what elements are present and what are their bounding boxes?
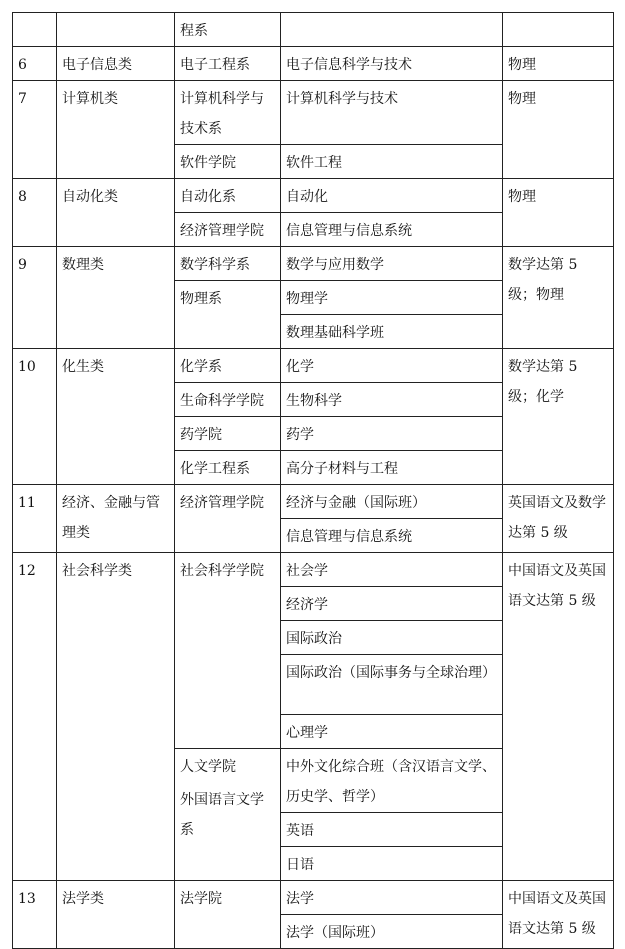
major-cell: 法学（国际班）: [281, 915, 503, 949]
number-cell: 12: [13, 553, 57, 881]
table-row: [13, 349, 614, 383]
category-cell: 社会科学类: [57, 553, 175, 881]
table-row: [13, 47, 614, 81]
department-cell: 自动化系: [175, 179, 281, 213]
table-row: [13, 13, 614, 47]
major-cell: 计算机科学与技术: [281, 81, 503, 145]
major-cell: [281, 13, 503, 47]
department-cell: 经济管理学院: [175, 485, 281, 553]
category-cell: 数理类: [57, 247, 175, 349]
department-cell: 人文学院: [175, 749, 281, 783]
table-row: [13, 81, 614, 145]
major-cell: 心理学: [281, 715, 503, 749]
major-cell: 数理基础科学班: [281, 315, 503, 349]
department-cell: 软件学院: [175, 145, 281, 179]
department-cell: 物理系: [175, 281, 281, 349]
major-cell: 日语: [281, 847, 503, 881]
department-cell: 经济管理学院: [175, 213, 281, 247]
major-cell: 软件工程: [281, 145, 503, 179]
department-cell: 化学工程系: [175, 451, 281, 485]
table-row: [13, 553, 614, 587]
number-cell: 9: [13, 247, 57, 349]
category-cell: 化生类: [57, 349, 175, 485]
department-cell: 化学系: [175, 349, 281, 383]
major-cell: 经济与金融（国际班）: [281, 485, 503, 519]
category-cell: 经济、金融与管理类: [57, 485, 175, 553]
major-cell: 化学: [281, 349, 503, 383]
major-cell: 生物科学: [281, 383, 503, 417]
requirement-cell: 数学达第 5 级；物理: [503, 247, 614, 349]
department-cell: 外国语言文学系: [175, 782, 281, 881]
requirement-cell: 中国语文及英国语文达第 5 级: [503, 881, 614, 949]
major-cell: 数学与应用数学: [281, 247, 503, 281]
number-cell: [13, 13, 57, 47]
major-cell: 信息管理与信息系统: [281, 213, 503, 247]
table-row: [13, 247, 614, 281]
requirement-cell: 物理: [503, 47, 614, 81]
requirement-cell: 物理: [503, 179, 614, 247]
requirement-cell: 英国语文及数学达第 5 级: [503, 485, 614, 553]
category-cell: 法学类: [57, 881, 175, 949]
major-cell: 高分子材料与工程: [281, 451, 503, 485]
table-row: [13, 881, 614, 915]
major-cell: 国际政治（国际事务与全球治理）: [281, 655, 503, 715]
requirement-cell: 数学达第 5 级；化学: [503, 349, 614, 485]
major-cell: 经济学: [281, 587, 503, 621]
major-cell: 国际政治: [281, 621, 503, 655]
number-cell: 13: [13, 881, 57, 949]
department-cell: 生命科学学院: [175, 383, 281, 417]
department-cell: 计算机科学与技术系: [175, 81, 281, 145]
department-cell: 程系: [175, 13, 281, 47]
major-cell: 药学: [281, 417, 503, 451]
number-cell: 6: [13, 47, 57, 81]
major-cell: 法学: [281, 881, 503, 915]
department-cell: 数学科学系: [175, 247, 281, 281]
major-cell: 社会学: [281, 553, 503, 587]
category-cell: [57, 13, 175, 47]
major-cell: 英语: [281, 813, 503, 847]
major-cell: 自动化: [281, 179, 503, 213]
category-cell: 自动化类: [57, 179, 175, 247]
admission-table: [12, 12, 614, 949]
number-cell: 10: [13, 349, 57, 485]
major-cell: 中外文化综合班（含汉语言文学、历史学、哲学）: [281, 749, 503, 813]
table-row: [13, 179, 614, 213]
category-cell: 电子信息类: [57, 47, 175, 81]
table-row: [13, 485, 614, 519]
requirement-cell: [503, 13, 614, 47]
department-cell: 社会科学学院: [175, 553, 281, 749]
department-cell: 电子工程系: [175, 47, 281, 81]
department-cell: 药学院: [175, 417, 281, 451]
major-cell: 信息管理与信息系统: [281, 519, 503, 553]
major-cell: 电子信息科学与技术: [281, 47, 503, 81]
major-cell: 物理学: [281, 281, 503, 315]
number-cell: 8: [13, 179, 57, 247]
requirement-cell: 物理: [503, 81, 614, 179]
number-cell: 11: [13, 485, 57, 553]
category-cell: 计算机类: [57, 81, 175, 179]
number-cell: 7: [13, 81, 57, 179]
requirement-cell: 中国语文及英国语文达第 5 级: [503, 553, 614, 881]
department-cell: 法学院: [175, 881, 281, 949]
